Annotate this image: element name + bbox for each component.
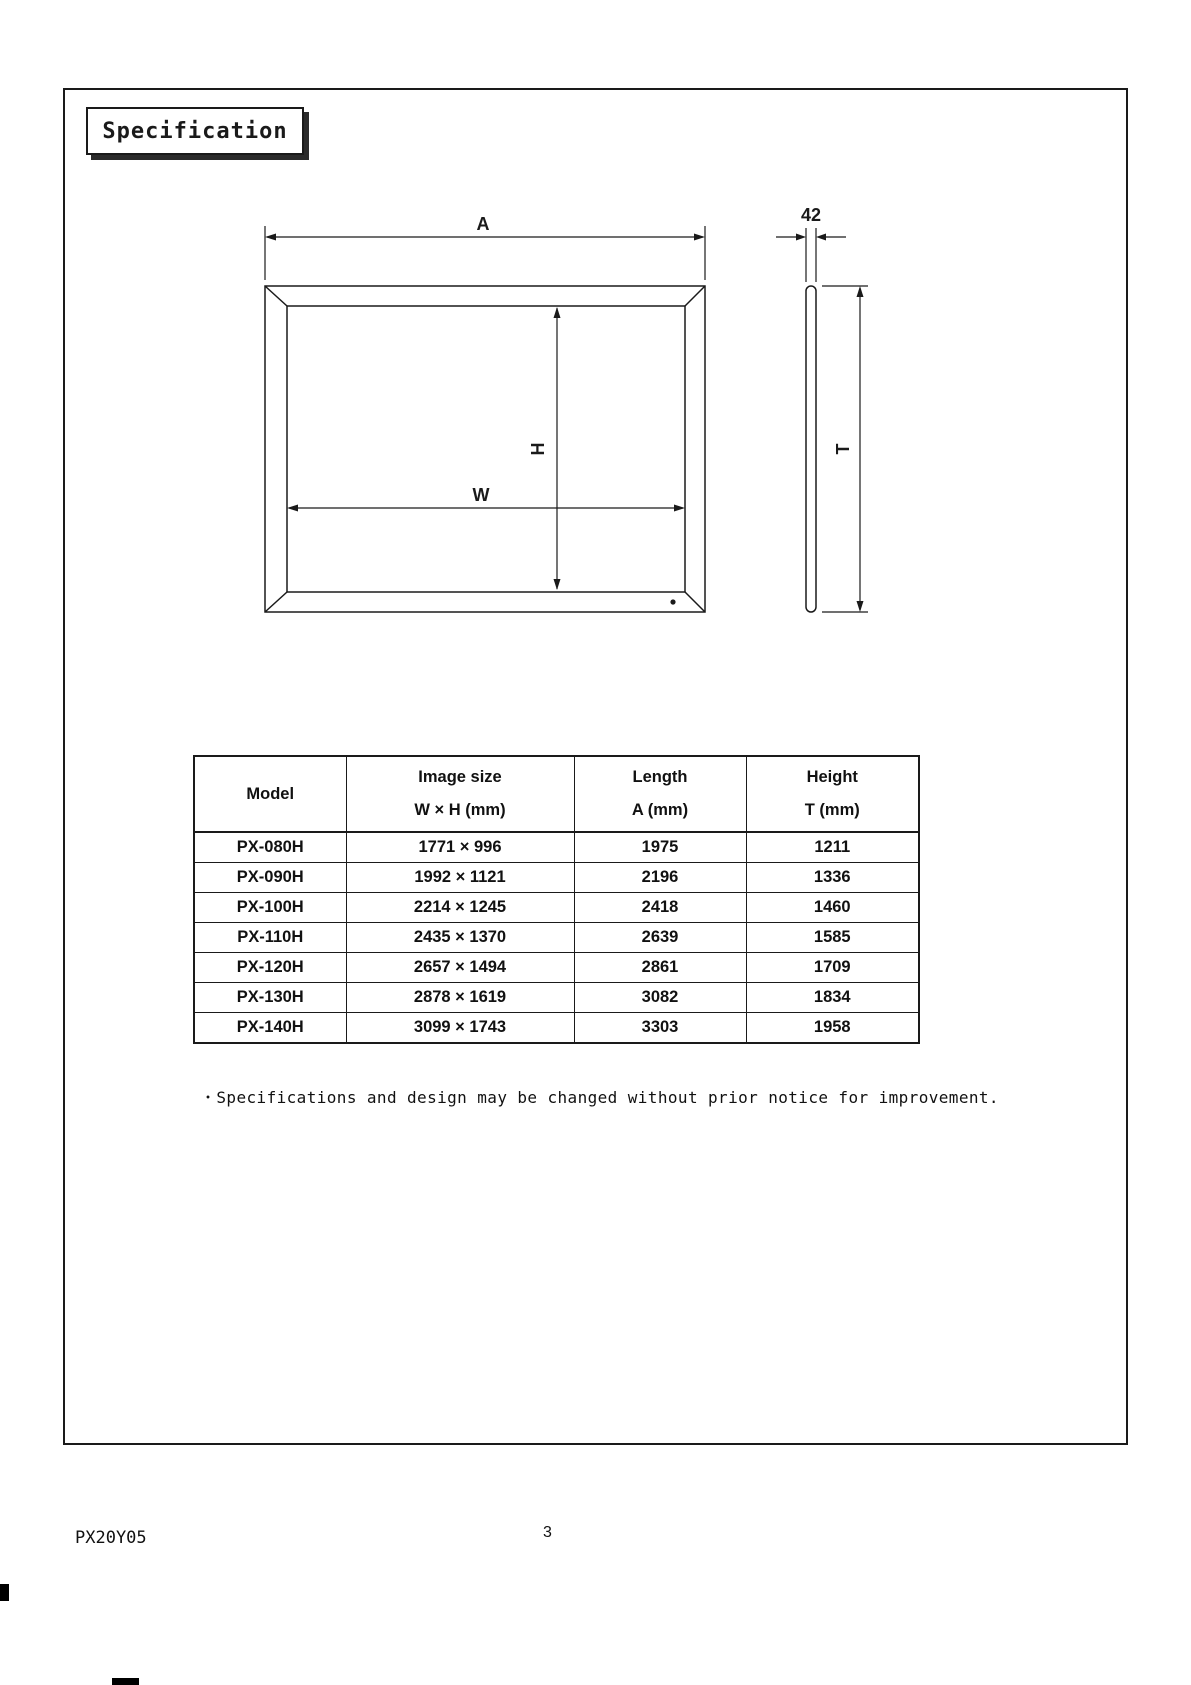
cell-length: 3082 [574, 983, 746, 1013]
col-header-length: Length A (mm) [574, 756, 746, 832]
cell-image-size: 1771 × 996 [346, 832, 574, 863]
cell-model: PX-110H [194, 923, 346, 953]
cell-model: PX-100H [194, 893, 346, 923]
spec-table-header [194, 756, 919, 832]
col-header-model: Model [194, 756, 346, 832]
spec-table [193, 755, 920, 1044]
col-header-image-size: Image size W × H (mm) [346, 756, 574, 832]
table-row [194, 953, 919, 983]
page-number: 3 [543, 1524, 552, 1541]
table-row [194, 1013, 919, 1044]
table-row [194, 832, 919, 863]
cell-image-size: 2214 × 1245 [346, 893, 574, 923]
dim-a-lines [265, 226, 705, 280]
cell-image-size: 2657 × 1494 [346, 953, 574, 983]
table-row [194, 863, 919, 893]
dim-thickness-arrows [796, 234, 826, 241]
cell-image-size: 2435 × 1370 [346, 923, 574, 953]
cell-image-size: 3099 × 1743 [346, 1013, 574, 1044]
cell-model: PX-090H [194, 863, 346, 893]
cell-model: PX-080H [194, 832, 346, 863]
cell-height: 1585 [746, 923, 919, 953]
cell-height: 1834 [746, 983, 919, 1013]
cell-model: PX-120H [194, 953, 346, 983]
dim-a-label: A [476, 214, 490, 234]
cell-height: 1211 [746, 832, 919, 863]
cell-height: 1460 [746, 893, 919, 923]
dim-t-label: T [833, 443, 853, 455]
scan-artifact-left [0, 1584, 9, 1601]
cell-length: 2861 [574, 953, 746, 983]
cell-height: 1958 [746, 1013, 919, 1044]
cell-model: PX-130H [194, 983, 346, 1013]
dim-w-label: W [472, 485, 490, 505]
table-row [194, 983, 919, 1013]
cell-length: 2639 [574, 923, 746, 953]
cell-model: PX-140H [194, 1013, 346, 1044]
scan-artifact-bottom [112, 1678, 139, 1685]
dim-thickness-lines [776, 228, 846, 282]
side-view-panel [806, 286, 816, 612]
front-view-frame [265, 286, 705, 612]
document-code: PX20Y05 [75, 1528, 147, 1548]
col-header-height: Height T (mm) [746, 756, 919, 832]
cell-length: 2418 [574, 893, 746, 923]
cell-height: 1336 [746, 863, 919, 893]
frame-logo-dot [670, 599, 675, 604]
disclaimer-note: ・Specifications and design may be changed without prior notice for improvement. [200, 1088, 999, 1107]
page-title-text: Specification [102, 118, 288, 144]
cell-length: 1975 [574, 832, 746, 863]
cell-length: 2196 [574, 863, 746, 893]
dim-h-label: H [528, 442, 548, 456]
table-row [194, 923, 919, 953]
cell-image-size: 2878 × 1619 [346, 983, 574, 1013]
table-row [194, 893, 919, 923]
cell-length: 3303 [574, 1013, 746, 1044]
cell-height: 1709 [746, 953, 919, 983]
dim-thickness-label: 42 [800, 205, 822, 225]
cell-image-size: 1992 × 1121 [346, 863, 574, 893]
